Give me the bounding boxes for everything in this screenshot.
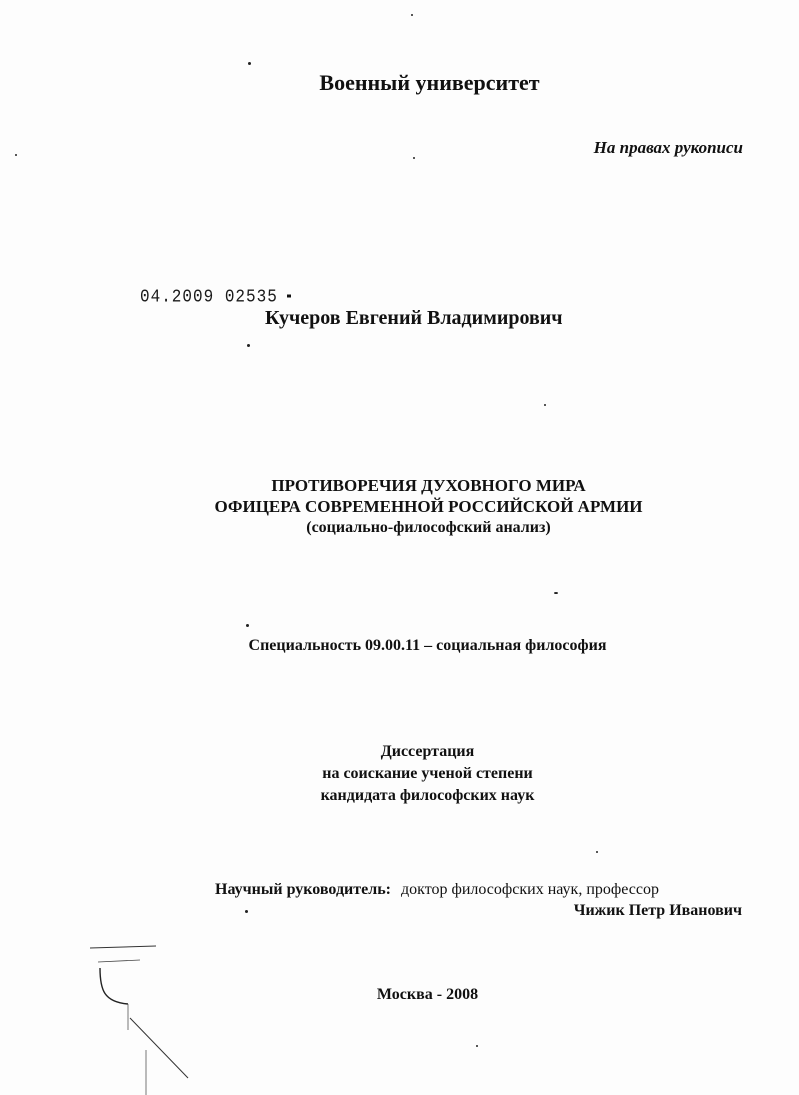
thesis-title-line-1: ПРОТИВОРЕЧИЯ ДУХОВНОГО МИРА xyxy=(271,476,586,495)
scan-speck xyxy=(248,62,251,65)
city-year: Москва - 2008 xyxy=(376,986,479,1003)
scan-speck xyxy=(554,592,558,594)
scan-speck xyxy=(411,14,413,16)
scan-speck xyxy=(544,404,546,406)
advisor-row xyxy=(215,882,659,898)
specialty-line: Специальность 09.00.11 – социальная философия xyxy=(248,637,607,654)
university-name: Военный университет xyxy=(319,70,540,95)
thesis-title-line-2: ОФИЦЕРА СОВРЕМЕННОЙ РОССИЙСКОЙ АРМИИ xyxy=(214,497,643,516)
thesis-subtitle: (социально-философский анализ) xyxy=(306,519,551,536)
advisor-degree: доктор философских наук, профессор xyxy=(401,881,659,898)
dissertation-label: Диссертация xyxy=(380,743,475,760)
scan-speck xyxy=(245,910,248,913)
scan-speck xyxy=(246,624,249,627)
advisor-label: Научный руководитель: xyxy=(215,881,391,898)
scan-speck xyxy=(596,851,598,853)
advisor-name: Чижик Петр Иванович xyxy=(573,902,742,919)
degree-name-line: кандидата философских наук xyxy=(320,787,535,804)
manuscript-note: На правах рукописи xyxy=(593,138,743,157)
degree-purpose-line: на соискание ученой степени xyxy=(322,765,533,782)
scan-speck xyxy=(247,344,250,347)
author-name: Кучеров Евгений Владимирович xyxy=(265,307,563,329)
archive-number-stamp: 04.2009 02535 xyxy=(140,286,278,308)
scan-speck xyxy=(413,157,415,159)
scan-speck xyxy=(15,154,17,156)
scan-speck xyxy=(476,1045,478,1047)
